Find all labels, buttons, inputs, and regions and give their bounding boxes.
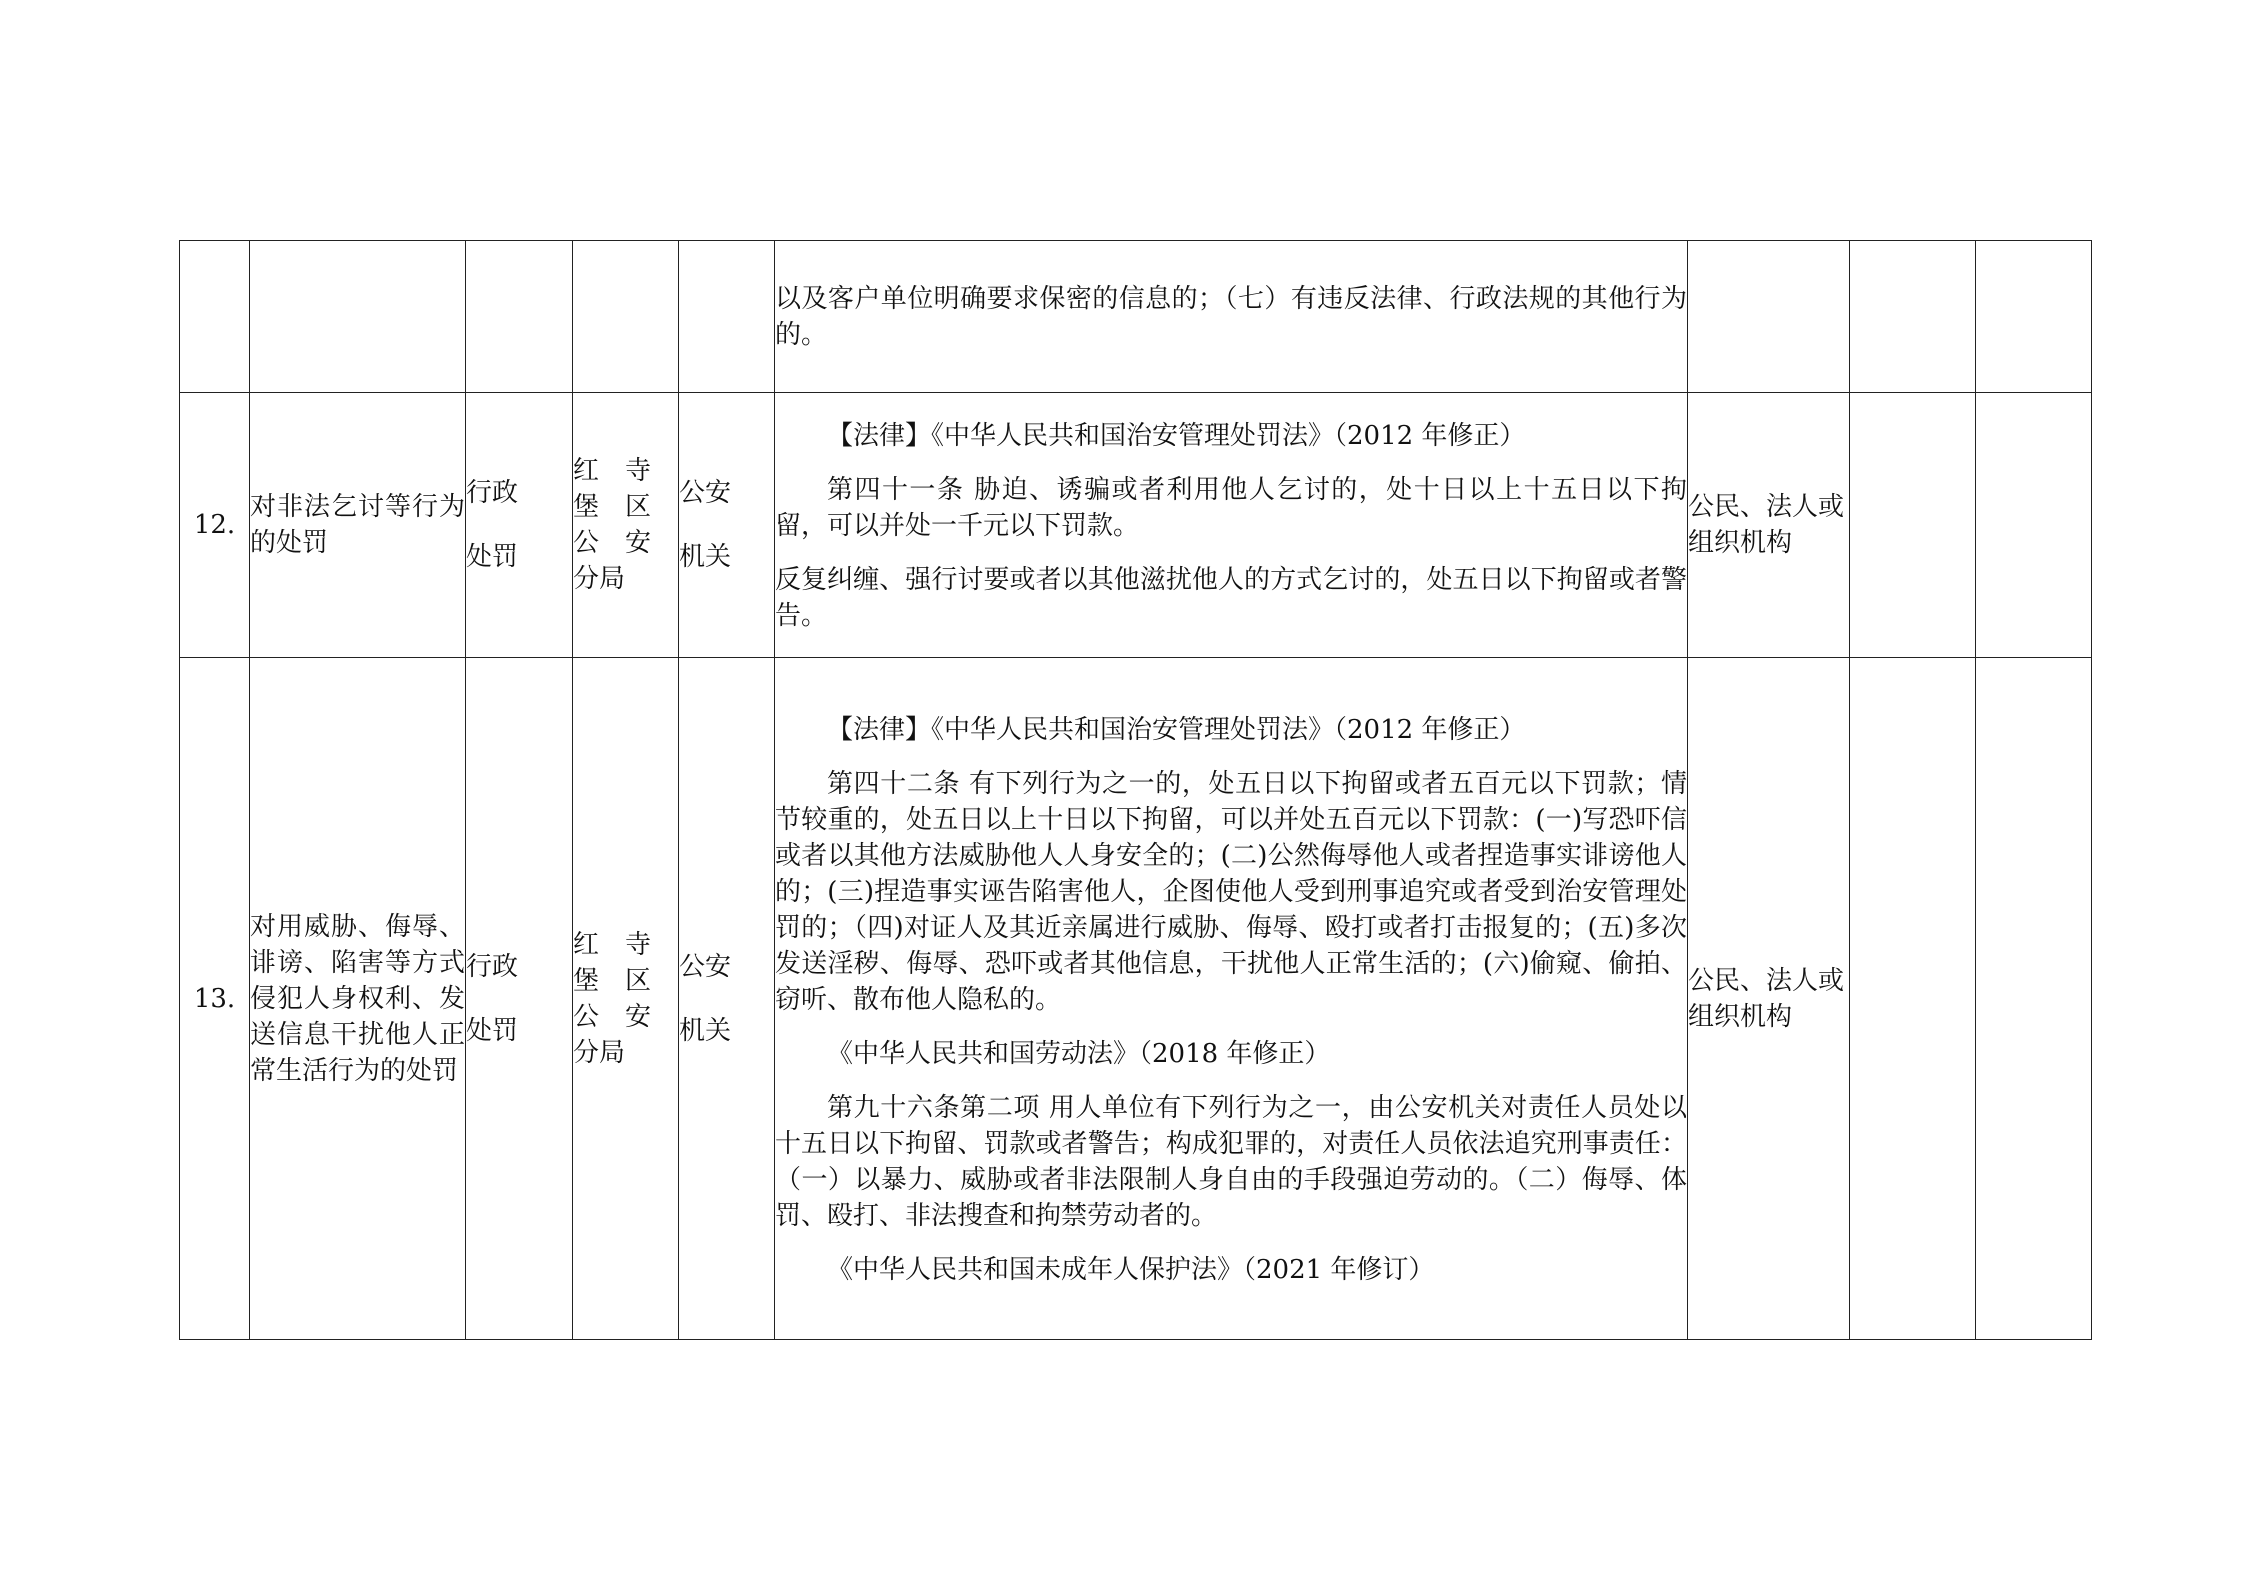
law-title: 【法律】《中华人民共和国治安管理处罚法》（2012 年修正） — [827, 421, 1526, 451]
implementing-organ — [573, 241, 679, 393]
legal-basis — [775, 393, 1688, 658]
legal-basis — [775, 241, 1688, 393]
implementing-body — [679, 658, 775, 1340]
implementing-organ-line: 分局 — [573, 564, 626, 594]
empty-cell — [1976, 658, 2092, 1340]
item-category-line: 行政 — [466, 951, 519, 982]
empty-cell — [1850, 658, 1976, 1340]
item-category — [466, 658, 573, 1340]
implementing-organ-line: 公安 — [573, 1001, 678, 1032]
item-name: 对用威胁、侮辱、诽谤、陷害等方式侵犯人身权利、发送信息干扰他人正常生活行为的处罚 — [250, 658, 466, 1340]
law-title: 《中华人民共和国劳动法》（2018 年修正） — [827, 1038, 1331, 1069]
implementing-body-line: 机关 — [679, 1015, 732, 1046]
item-name: 对非法乞讨等行为的处罚 — [250, 393, 466, 658]
authority-list-table — [179, 240, 2092, 1340]
table-row — [180, 241, 2092, 393]
item-category — [466, 241, 573, 393]
item-name — [250, 241, 466, 393]
applicable-target: 公民、法人或组织机构 — [1688, 393, 1850, 658]
item-category-line: 行政 — [466, 478, 519, 508]
table-row — [180, 393, 2092, 658]
law-title: 【法律】《中华人民共和国治安管理处罚法》（2012 年修正） — [827, 714, 1526, 745]
legal-basis-paragraph: 以及客户单位明确要求保密的信息的；（七）有违反法律、行政法规的其他行为的。 — [775, 283, 1687, 350]
item-category-line: 处罚 — [466, 1015, 519, 1046]
law-article: 第四十一条 胁迫、诱骗或者利用他人乞讨的，处十日以上十五日以下拘留，可以并处一千元以下罚款。 — [775, 475, 1687, 541]
law-article: 反复纠缠、强行讨要或者以其他滋扰他人的方式乞讨的，处五日以下拘留或者警告。 — [775, 565, 1687, 631]
empty-cell — [1976, 241, 2092, 393]
empty-cell — [1850, 241, 1976, 393]
law-article: 第四十二条 有下列行为之一的，处五日以下拘留或者五百元以下罚款；情节较重的，处五日以上十日以下拘留，可以并处五百元以下罚款：(一)写恐吓信或者以其他方法威胁他人人身安全的；(二)公然侮辱他人或者捏造事实诽谤他人的；(三)捏造事实诬告陷害他人，企图使他人受到刑事追究或者受到治安管理处罚的；（四)对证人及其近亲属进行威胁、侮辱、殴打或者打击报复的；(五)多次发送淫秽、侮辱、恐吓或者其他信息，干扰他人正常生活的；(六)偷窥、偷拍、窃听、散布他人隐私的。 — [775, 768, 1687, 1015]
row-number: 13. — [180, 658, 250, 1340]
item-category-line: 处罚 — [466, 542, 519, 572]
applicable-target — [1688, 241, 1850, 393]
row-number — [180, 241, 250, 393]
implementing-body-line: 公安 — [679, 951, 732, 982]
implementing-body — [679, 241, 775, 393]
applicable-target: 公民、法人或组织机构 — [1688, 658, 1850, 1340]
implementing-organ-line: 公安 — [573, 528, 678, 558]
implementing-organ-line: 分局 — [573, 1037, 626, 1068]
law-title: 《中华人民共和国未成年人保护法》（2021 年修订） — [827, 1254, 1435, 1285]
table-row — [180, 658, 2092, 1340]
legal-basis — [775, 658, 1688, 1340]
empty-cell — [1976, 393, 2092, 658]
implementing-organ-line: 堡区 — [573, 965, 678, 996]
empty-cell — [1850, 393, 1976, 658]
implementing-organ-line: 红寺 — [573, 929, 678, 960]
implementing-organ — [573, 658, 679, 1340]
implementing-organ-line: 堡区 — [573, 492, 678, 522]
implementing-body-line: 机关 — [679, 542, 732, 572]
implementing-organ — [573, 393, 679, 658]
row-number: 12. — [180, 393, 250, 658]
implementing-body-line: 公安 — [679, 478, 732, 508]
implementing-organ-line: 红寺 — [573, 456, 678, 486]
implementing-body — [679, 393, 775, 658]
law-article: 第九十六条第二项 用人单位有下列行为之一，由公安机关对责任人员处以十五日以下拘留、罚款或者警告；构成犯罪的，对责任人员依法追究刑事责任：（一）以暴力、威胁或者非法限制人身自由的手段强迫劳动的。（二）侮辱、体罚、殴打、非法搜查和拘禁劳动者的。 — [775, 1092, 1687, 1231]
item-category — [466, 393, 573, 658]
